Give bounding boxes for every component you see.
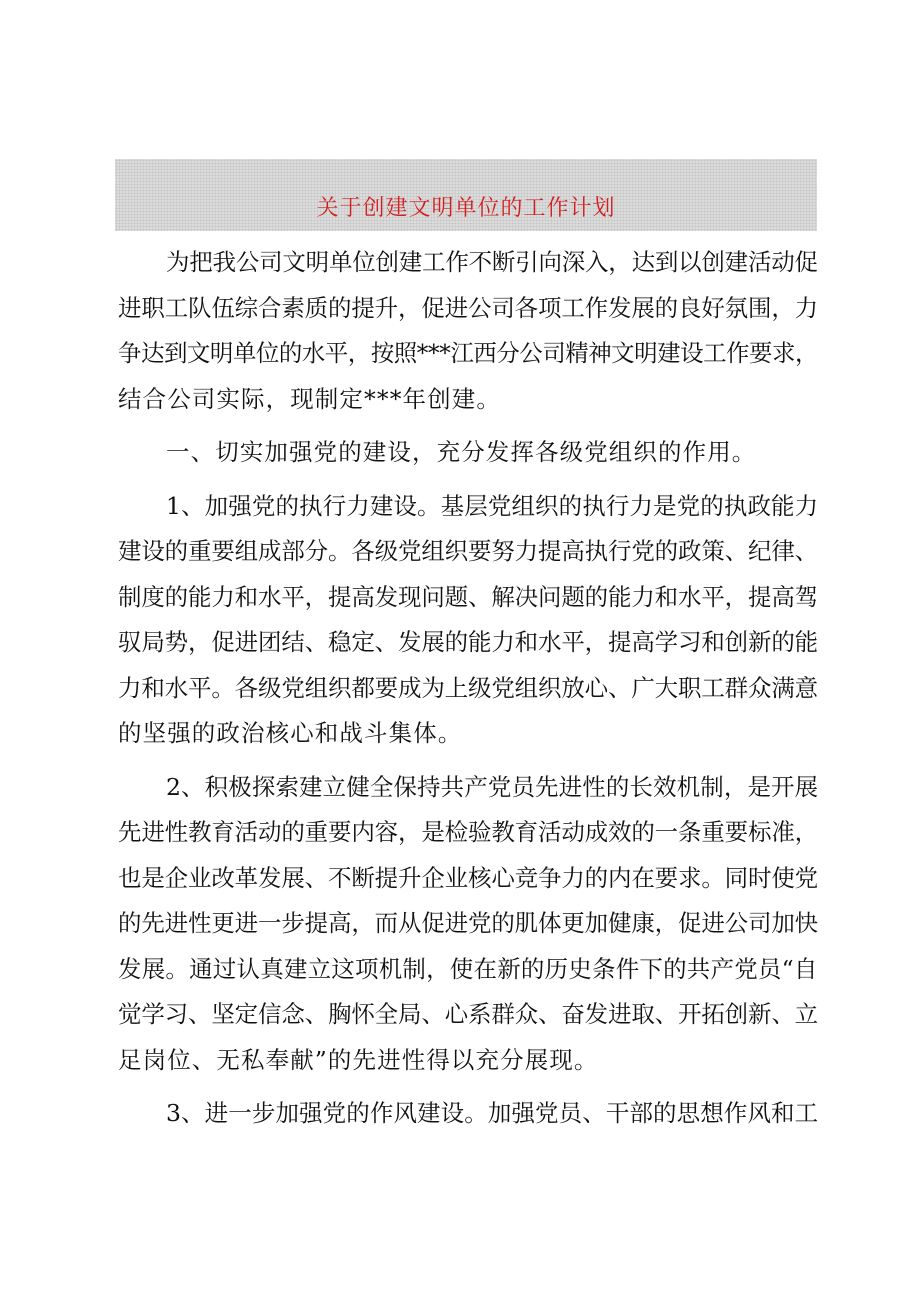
text-line: 一、切实加强党的建设，充分发挥各级党组织的作用。 bbox=[166, 438, 757, 466]
text-line: 3、进一步加强党的作风建设。加强党员、干部的思想作风和工 bbox=[166, 1099, 819, 1127]
text-line: 结合公司实际，现制定***年创建。 bbox=[118, 384, 501, 413]
text-line: 进职工队伍综合素质的提升，促进公司各项工作发展的良好氛围，力 bbox=[118, 293, 818, 322]
text-line: 的坚强的政治核心和战斗集体。 bbox=[118, 719, 463, 747]
text-line: 觉学习、坚定信念、胸怀全局、心系群众、奋发进取、开拓创新、立 bbox=[118, 1000, 818, 1028]
document-title: 关于创建文明单位的工作计划 bbox=[316, 195, 616, 221]
text-line: 建设的重要组成部分。各级党组织要努力提高执行党的政策、纪律、 bbox=[118, 537, 818, 565]
text-line: 先进性教育活动的重要内容，是检验教育活动成效的一条重要标准， bbox=[118, 818, 818, 846]
paragraph-item-1 bbox=[118, 484, 818, 757]
paragraph-intro bbox=[118, 240, 818, 422]
text-line: 驭局势，促进团结、稳定、发展的能力和水平，提高学习和创新的能 bbox=[118, 628, 818, 656]
text-line: 1、加强党的执行力建设。基层党组织的执行力是党的执政能力 bbox=[166, 491, 819, 520]
paragraph-item-2 bbox=[118, 765, 818, 1084]
text-line: 发展。通过认真建立这项机制，使在新的历史条件下的共产党员“自 bbox=[118, 954, 818, 983]
text-line: 2、积极探索建立健全保持共产党员先进性的长效机制，是开展 bbox=[166, 772, 819, 801]
text-line: 足岗位、无私奉献”的先进性得以充分展现。 bbox=[118, 1045, 599, 1074]
text-line: 争达到文明单位的水平，按照***江西分公司精神文明建设工作要求， bbox=[118, 339, 818, 367]
text-line: 也是企业改革发展、不断提升企业核心竞争力的内在要求。同时使党 bbox=[118, 863, 818, 892]
text-line: 的先进性更进一步提高，而从促进党的肌体更加健康，促进公司加快 bbox=[118, 909, 818, 937]
text-line: 力和水平。各级党组织都要成为上级党组织放心、广大职工群众满意 bbox=[118, 673, 818, 702]
document-body bbox=[118, 240, 818, 1137]
title-banner bbox=[115, 159, 817, 231]
text-line: 为把我公司文明单位创建工作不断引向深入，达到以创建活动促 bbox=[166, 248, 818, 276]
paragraph-item-3 bbox=[118, 1091, 818, 1137]
section-heading-1 bbox=[118, 430, 818, 476]
text-line: 制度的能力和水平，提高发现问题、解决问题的能力和水平，提高驾 bbox=[118, 582, 818, 611]
